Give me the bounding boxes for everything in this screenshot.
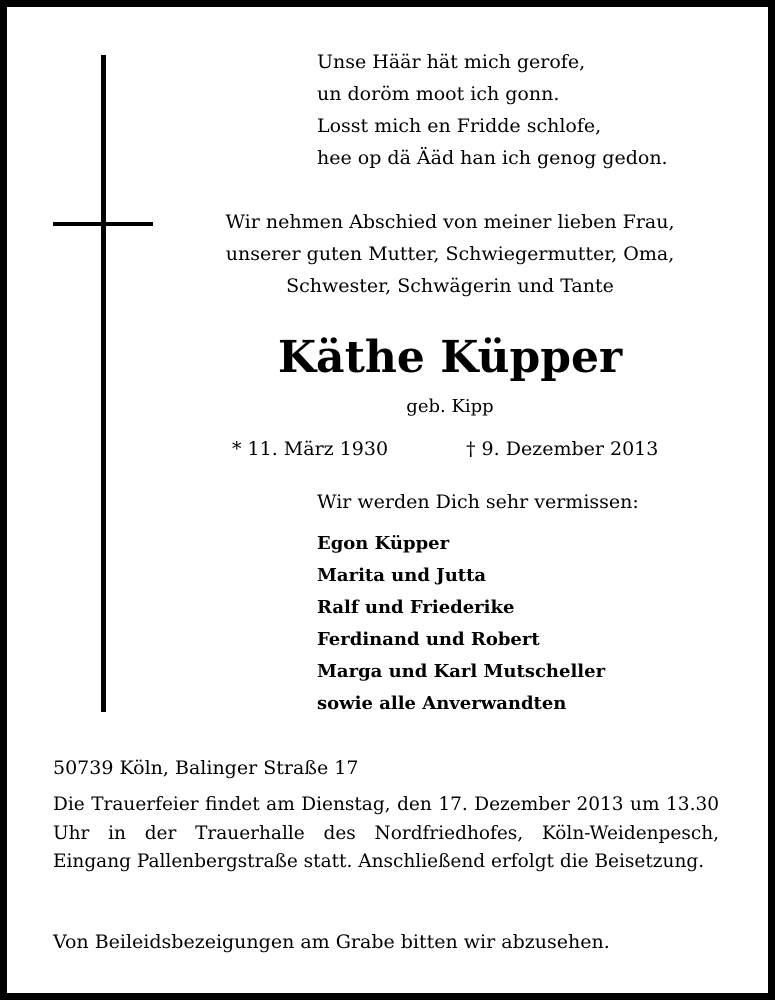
ceremony-details: Die Trauerfeier findet am Dienstag, den 17. Dezember 2013 um 13.30 Uhr in der Trauerhalle des Nordfriedhofes, Köln-Weidenpesch, Eingang Pallenbergstraße statt. Anschließend erfolgt die Beisetzung. [53,794,719,872]
cross-horizontal-bar [53,222,153,226]
mourner-item: Egon Küpper [317,533,450,554]
intro-line: unserer guten Mutter, Schwiegermutter, Oma, [225,243,675,265]
miss-line: Wir werden Dich sehr vermissen: [317,491,639,513]
poem-line: Losst mich en Fridde schlofe, [317,115,602,137]
farewell-intro [205,206,695,302]
intro-line: Wir nehmen Abschied von meiner lieben Frau, [225,211,675,233]
poem [317,46,668,174]
mourner-item: Marga und Karl Mutscheller [317,661,606,682]
poem-line: un doröm moot ich gonn. [317,83,560,105]
intro-line: Schwester, Schwägerin und Tante [286,275,614,297]
poem-line: hee op dä Ääd han ich genog gedon. [317,147,668,169]
mourners-list [317,528,605,720]
cross-vertical-bar [101,55,106,712]
condolence-note: Von Beileidsbezeigungen am Grabe bitten wir abzusehen. [53,931,610,953]
address: 50739 Köln, Balinger Straße 17 [53,757,359,779]
mourner-item: Ferdinand und Robert [317,629,540,650]
mourner-item: Ralf und Friederike [317,597,515,618]
deceased-name: Käthe Küpper [277,332,623,383]
maiden-name: geb. Kipp [406,396,494,417]
mourner-item: sowie alle Anverwandten [317,693,567,714]
mourner-item: Marita und Jutta [317,565,487,586]
birth-date: * 11. März 1930 [232,438,389,460]
poem-line: Unse Häär hät mich gerofe, [317,51,586,73]
death-date: † 9. Dezember 2013 [466,438,659,460]
